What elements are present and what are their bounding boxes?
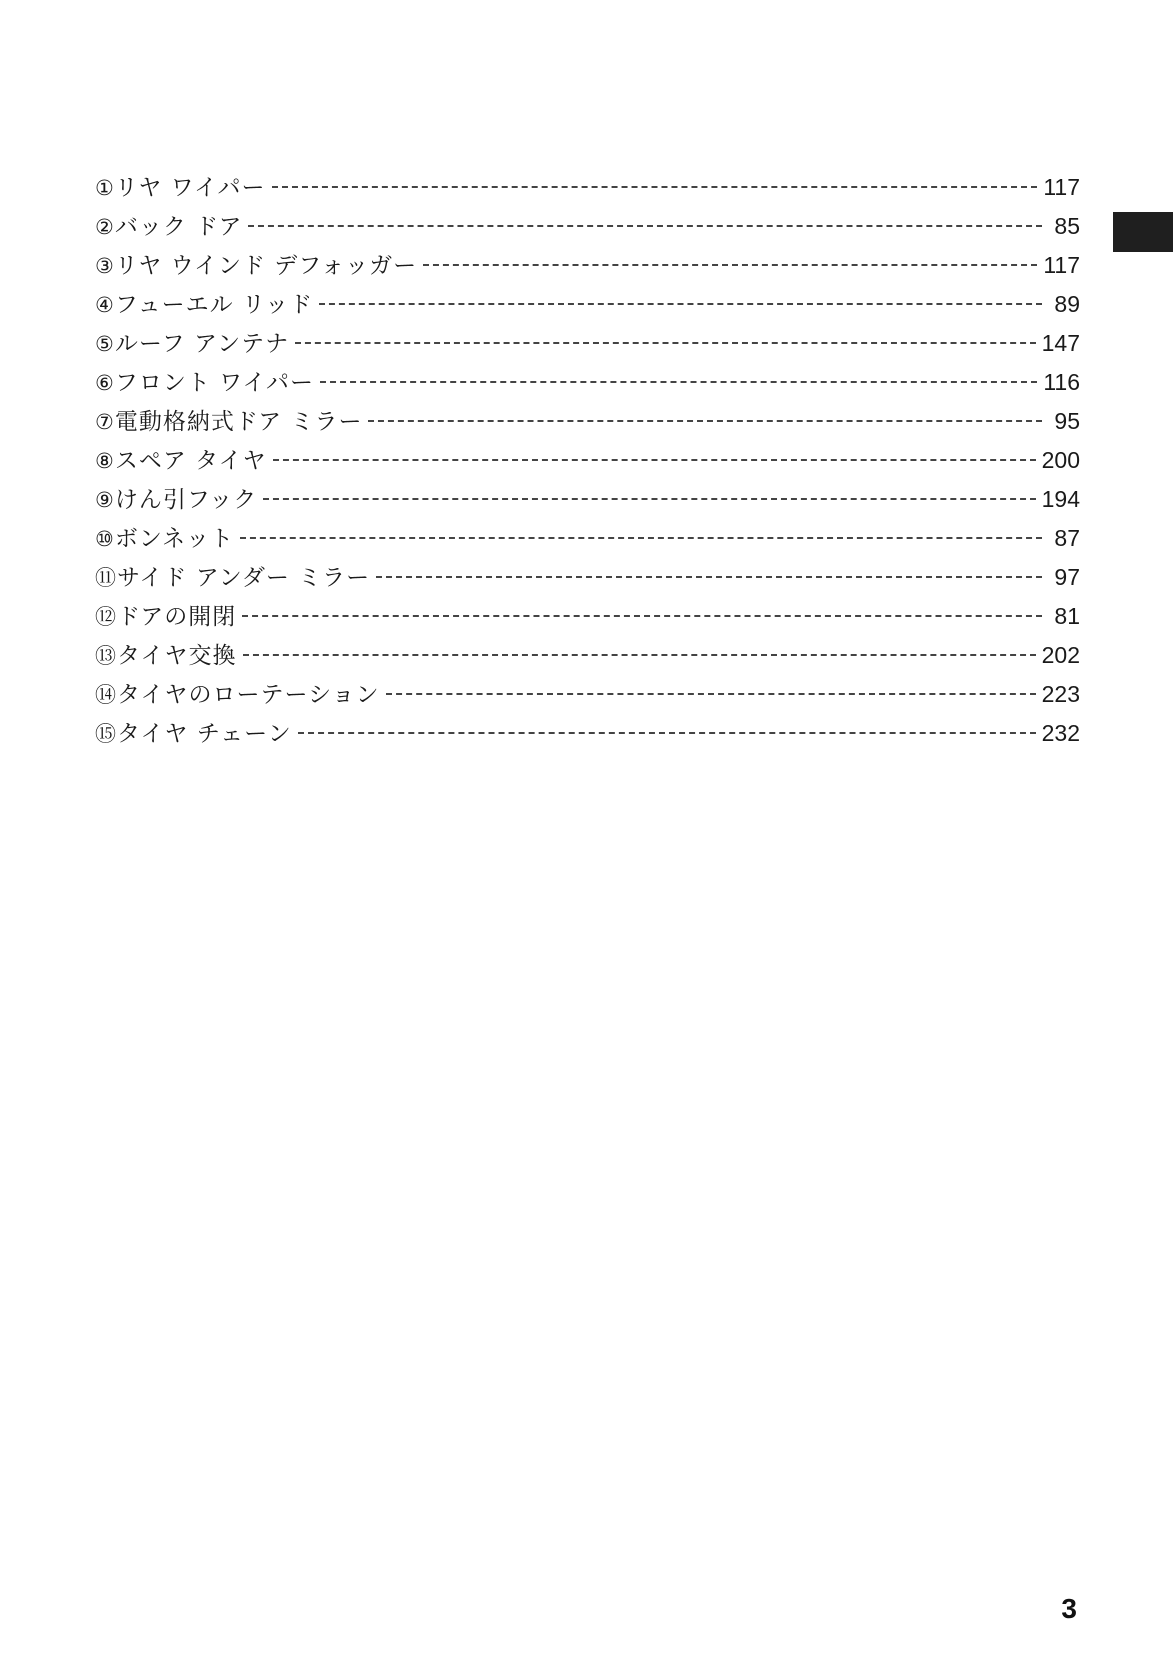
toc-leader-dots	[319, 303, 1042, 305]
toc-entry[interactable]	[95, 480, 1080, 519]
toc-entry-label: スペア タイヤ	[114, 448, 267, 474]
toc-entry-number: ⑤	[95, 332, 114, 356]
toc-leader-dots	[248, 225, 1042, 227]
toc-entry-label: フロント ワイパー	[114, 370, 314, 396]
toc-entry-number: ⑩	[95, 527, 114, 551]
toc-entry-number: ②	[95, 215, 114, 239]
toc-entry-page: 85	[1054, 213, 1080, 239]
toc-entry-page: 202	[1041, 642, 1080, 668]
toc-leader-dots	[273, 459, 1036, 461]
toc-entry-page: 200	[1041, 447, 1080, 473]
toc-leader-dots	[368, 420, 1042, 422]
toc-entry[interactable]	[95, 246, 1080, 285]
toc-entry-label: タイヤ交換	[117, 643, 237, 669]
toc-entry-label: バック ドア	[114, 214, 243, 240]
toc-entry[interactable]	[95, 519, 1080, 558]
toc-leader-dots	[423, 264, 1037, 266]
toc-entry[interactable]	[95, 714, 1080, 753]
toc-entry-label: ドアの開閉	[117, 604, 237, 630]
toc-entry[interactable]	[95, 363, 1080, 402]
toc-entry-number: ③	[95, 254, 114, 278]
toc-entry[interactable]	[95, 558, 1080, 597]
toc-entry-page: 87	[1054, 525, 1080, 551]
toc-entry-label: ルーフ アンテナ	[114, 331, 290, 357]
toc-entry-number: ⑥	[95, 371, 114, 395]
toc-entry-label: タイヤのローテーション	[117, 682, 380, 708]
toc-entry-label: サイド アンダー ミラー	[117, 565, 371, 591]
toc-entry-number: ⑪	[95, 566, 116, 590]
toc-entry[interactable]	[95, 636, 1080, 675]
toc-entry[interactable]	[95, 597, 1080, 636]
toc-entry[interactable]	[95, 402, 1080, 441]
toc-entry[interactable]	[95, 441, 1080, 480]
toc-entry-page: 97	[1054, 564, 1080, 590]
toc-entry-number: ⑧	[95, 449, 114, 473]
toc-entry-page: 117	[1043, 174, 1080, 200]
toc-entry-page: 95	[1054, 408, 1080, 434]
toc-entry-number: ⑭	[95, 683, 116, 707]
page-number: 3	[1061, 1593, 1077, 1624]
toc-entry[interactable]	[95, 168, 1080, 207]
toc-leader-dots	[240, 537, 1042, 539]
toc-entry-label: けん引フック	[114, 487, 258, 513]
toc-entry[interactable]	[95, 675, 1080, 714]
toc-entry-number: ⑨	[95, 488, 114, 512]
toc-leader-dots	[242, 615, 1042, 617]
toc-entry-label: ボンネット	[114, 526, 235, 552]
toc-entry-page: 117	[1043, 252, 1080, 278]
toc-entry-number: ⑦	[95, 410, 114, 434]
toc-entry-number: ⑬	[95, 644, 116, 668]
toc-entry-page: 81	[1054, 603, 1080, 629]
table-of-contents	[95, 168, 1080, 753]
toc-entry-number: ⑫	[95, 605, 116, 629]
toc-entry-number: ④	[95, 293, 114, 317]
toc-leader-dots	[376, 576, 1042, 578]
toc-entry-label: リヤ ワイパー	[114, 175, 266, 201]
section-tab-marker	[1113, 212, 1173, 252]
toc-entry-page: 232	[1041, 720, 1080, 746]
toc-leader-dots	[272, 186, 1038, 188]
toc-entry-label: リヤ ウインド デフォッガー	[114, 253, 418, 279]
toc-entry-page: 89	[1054, 291, 1080, 317]
toc-entry-page: 147	[1041, 330, 1080, 356]
toc-entry-label: 電動格納式ドア ミラー	[114, 409, 363, 435]
toc-entry-page: 116	[1043, 369, 1080, 395]
toc-entry[interactable]	[95, 207, 1080, 246]
toc-leader-dots	[386, 693, 1036, 695]
toc-leader-dots	[320, 381, 1037, 383]
toc-entry-number: ①	[95, 176, 114, 200]
toc-leader-dots	[295, 342, 1036, 344]
toc-entry[interactable]	[95, 324, 1080, 363]
toc-entry-label: フューエル リッド	[114, 292, 314, 318]
toc-leader-dots	[298, 732, 1036, 734]
toc-leader-dots	[263, 498, 1035, 500]
toc-entry[interactable]	[95, 285, 1080, 324]
toc-entry-page: 223	[1041, 681, 1080, 707]
toc-entry-page: 194	[1041, 486, 1080, 512]
toc-entry-label: タイヤ チェーン	[117, 721, 292, 747]
toc-leader-dots	[243, 654, 1036, 656]
toc-entry-number: ⑮	[95, 722, 116, 746]
